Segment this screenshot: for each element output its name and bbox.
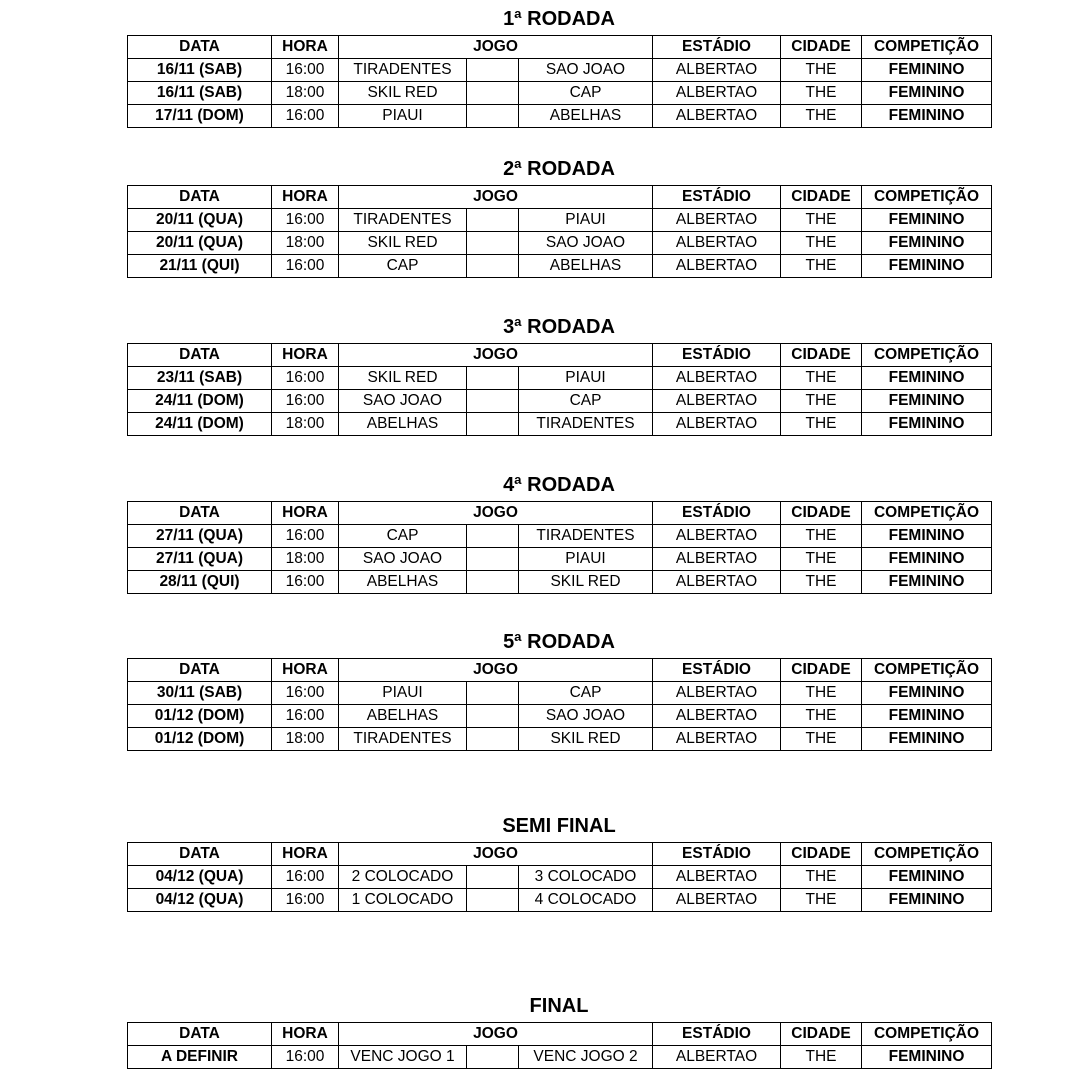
city: THE [781,105,862,128]
table-row [128,866,992,889]
away-team: SAO JOAO [519,59,653,82]
game-date: 20/11 (QUA) [128,232,272,255]
game-date: 28/11 (QUI) [128,571,272,594]
game-date: 17/11 (DOM) [128,105,272,128]
round-title: 2ª RODADA [503,158,615,180]
header-estadio: ESTÁDIO [653,186,781,209]
city: THE [781,866,862,889]
competition: FEMININO [862,705,992,728]
city: THE [781,82,862,105]
city: THE [781,232,862,255]
table-row [128,209,992,232]
city: THE [781,367,862,390]
city: THE [781,728,862,751]
competition: FEMININO [862,728,992,751]
competition: FEMININO [862,1046,992,1069]
table-row [128,571,992,594]
header-data: DATA [128,659,272,682]
schedule-table [127,1022,992,1069]
table-row [128,82,992,105]
header-cidade: CIDADE [781,344,862,367]
header-jogo: JOGO [339,502,653,525]
home-team: SKIL RED [339,82,467,105]
game-time: 16:00 [272,390,339,413]
city: THE [781,1046,862,1069]
away-team: VENC JOGO 2 [519,1046,653,1069]
away-team: SKIL RED [519,571,653,594]
table-row [128,232,992,255]
competition: FEMININO [862,367,992,390]
header-cidade: CIDADE [781,186,862,209]
game-date: 27/11 (QUA) [128,548,272,571]
header-jogo: JOGO [339,344,653,367]
table-row [128,59,992,82]
city: THE [781,209,862,232]
away-team: TIRADENTES [519,525,653,548]
game-date: 04/12 (QUA) [128,866,272,889]
home-team: PIAUI [339,682,467,705]
header-competicao: COMPETIÇÃO [862,843,992,866]
versus-spacer [467,866,519,889]
header-hora: HORA [272,659,339,682]
versus-spacer [467,413,519,436]
competition: FEMININO [862,571,992,594]
round-title: SEMI FINAL [502,815,616,837]
game-time: 16:00 [272,105,339,128]
city: THE [781,571,862,594]
schedule-table [127,35,992,128]
versus-spacer [467,525,519,548]
away-team: CAP [519,82,653,105]
home-team: SKIL RED [339,232,467,255]
header-hora: HORA [272,186,339,209]
header-row [128,659,992,682]
versus-spacer [467,889,519,912]
game-date: 30/11 (SAB) [128,682,272,705]
stadium: ALBERTAO [653,1046,781,1069]
competition: FEMININO [862,866,992,889]
round-title: 5ª RODADA [503,631,615,653]
stadium: ALBERTAO [653,59,781,82]
game-time: 18:00 [272,82,339,105]
header-hora: HORA [272,344,339,367]
city: THE [781,889,862,912]
game-date: 16/11 (SAB) [128,82,272,105]
home-team: SAO JOAO [339,548,467,571]
game-time: 18:00 [272,728,339,751]
versus-spacer [467,705,519,728]
game-date: 04/12 (QUA) [128,889,272,912]
versus-spacer [467,728,519,751]
header-cidade: CIDADE [781,1023,862,1046]
header-jogo: JOGO [339,1023,653,1046]
home-team: 1 COLOCADO [339,889,467,912]
header-cidade: CIDADE [781,502,862,525]
away-team: CAP [519,682,653,705]
stadium: ALBERTAO [653,367,781,390]
versus-spacer [467,548,519,571]
competition: FEMININO [862,390,992,413]
header-cidade: CIDADE [781,843,862,866]
stadium: ALBERTAO [653,525,781,548]
header-estadio: ESTÁDIO [653,659,781,682]
competition: FEMININO [862,889,992,912]
versus-spacer [467,232,519,255]
header-jogo: JOGO [339,186,653,209]
game-time: 18:00 [272,548,339,571]
stadium: ALBERTAO [653,866,781,889]
game-date: 01/12 (DOM) [128,705,272,728]
header-hora: HORA [272,843,339,866]
header-row [128,1023,992,1046]
header-estadio: ESTÁDIO [653,843,781,866]
city: THE [781,59,862,82]
stadium: ALBERTAO [653,105,781,128]
schedule-table [127,343,992,436]
game-time: 16:00 [272,571,339,594]
game-date: 21/11 (QUI) [128,255,272,278]
game-date: 23/11 (SAB) [128,367,272,390]
table-row [128,255,992,278]
competition: FEMININO [862,232,992,255]
city: THE [781,682,862,705]
versus-spacer [467,682,519,705]
stadium: ALBERTAO [653,82,781,105]
game-date: 24/11 (DOM) [128,390,272,413]
game-date: 27/11 (QUA) [128,525,272,548]
round-title: 4ª RODADA [503,474,615,496]
home-team: CAP [339,255,467,278]
home-team: ABELHAS [339,413,467,436]
game-time: 16:00 [272,705,339,728]
home-team: ABELHAS [339,705,467,728]
game-date: 24/11 (DOM) [128,413,272,436]
header-row [128,186,992,209]
header-data: DATA [128,36,272,59]
home-team: SAO JOAO [339,390,467,413]
header-cidade: CIDADE [781,659,862,682]
competition: FEMININO [862,682,992,705]
header-competicao: COMPETIÇÃO [862,344,992,367]
away-team: SKIL RED [519,728,653,751]
header-data: DATA [128,502,272,525]
away-team: 3 COLOCADO [519,866,653,889]
table-row [128,413,992,436]
away-team: TIRADENTES [519,413,653,436]
table-row [128,682,992,705]
stadium: ALBERTAO [653,571,781,594]
game-time: 16:00 [272,682,339,705]
header-data: DATA [128,843,272,866]
game-time: 18:00 [272,413,339,436]
competition: FEMININO [862,548,992,571]
game-time: 16:00 [272,1046,339,1069]
city: THE [781,413,862,436]
header-data: DATA [128,344,272,367]
away-team: PIAUI [519,209,653,232]
game-time: 18:00 [272,232,339,255]
header-jogo: JOGO [339,843,653,866]
versus-spacer [467,367,519,390]
home-team: 2 COLOCADO [339,866,467,889]
competition: FEMININO [862,255,992,278]
header-estadio: ESTÁDIO [653,36,781,59]
versus-spacer [467,59,519,82]
header-estadio: ESTÁDIO [653,344,781,367]
home-team: TIRADENTES [339,59,467,82]
game-date: 20/11 (QUA) [128,209,272,232]
header-estadio: ESTÁDIO [653,1023,781,1046]
header-row [128,502,992,525]
city: THE [781,548,862,571]
game-time: 16:00 [272,59,339,82]
header-jogo: JOGO [339,659,653,682]
header-estadio: ESTÁDIO [653,502,781,525]
away-team: SAO JOAO [519,705,653,728]
city: THE [781,390,862,413]
versus-spacer [467,1046,519,1069]
away-team: CAP [519,390,653,413]
stadium: ALBERTAO [653,548,781,571]
header-competicao: COMPETIÇÃO [862,502,992,525]
competition: FEMININO [862,105,992,128]
competition: FEMININO [862,209,992,232]
competition: FEMININO [862,413,992,436]
game-time: 16:00 [272,367,339,390]
header-competicao: COMPETIÇÃO [862,1023,992,1046]
versus-spacer [467,209,519,232]
round-title: 1ª RODADA [503,8,615,30]
table-row [128,525,992,548]
header-row [128,843,992,866]
stadium: ALBERTAO [653,728,781,751]
schedule-table [127,842,992,912]
competition: FEMININO [862,82,992,105]
game-time: 16:00 [272,525,339,548]
table-row [128,105,992,128]
stadium: ALBERTAO [653,705,781,728]
game-date: A DEFINIR [128,1046,272,1069]
stadium: ALBERTAO [653,209,781,232]
game-date: 01/12 (DOM) [128,728,272,751]
away-team: 4 COLOCADO [519,889,653,912]
round-title: 3ª RODADA [503,316,615,338]
table-row [128,889,992,912]
stadium: ALBERTAO [653,889,781,912]
away-team: PIAUI [519,548,653,571]
city: THE [781,525,862,548]
header-row [128,36,992,59]
away-team: PIAUI [519,367,653,390]
home-team: SKIL RED [339,367,467,390]
header-hora: HORA [272,36,339,59]
table-row [128,367,992,390]
city: THE [781,255,862,278]
schedule-table [127,501,992,594]
versus-spacer [467,390,519,413]
header-hora: HORA [272,502,339,525]
game-time: 16:00 [272,255,339,278]
header-row [128,344,992,367]
versus-spacer [467,255,519,278]
header-data: DATA [128,186,272,209]
away-team: ABELHAS [519,105,653,128]
header-competicao: COMPETIÇÃO [862,659,992,682]
competition: FEMININO [862,525,992,548]
home-team: ABELHAS [339,571,467,594]
home-team: TIRADENTES [339,728,467,751]
away-team: SAO JOAO [519,232,653,255]
away-team: ABELHAS [519,255,653,278]
game-date: 16/11 (SAB) [128,59,272,82]
versus-spacer [467,105,519,128]
stadium: ALBERTAO [653,682,781,705]
round-title: FINAL [529,995,589,1017]
game-time: 16:00 [272,889,339,912]
game-time: 16:00 [272,866,339,889]
header-competicao: COMPETIÇÃO [862,186,992,209]
schedule-table [127,185,992,278]
game-time: 16:00 [272,209,339,232]
table-row [128,705,992,728]
table-row [128,1046,992,1069]
home-team: CAP [339,525,467,548]
home-team: TIRADENTES [339,209,467,232]
header-cidade: CIDADE [781,36,862,59]
versus-spacer [467,571,519,594]
stadium: ALBERTAO [653,255,781,278]
versus-spacer [467,82,519,105]
table-row [128,548,992,571]
header-jogo: JOGO [339,36,653,59]
schedule-table [127,658,992,751]
table-row [128,728,992,751]
table-row [128,390,992,413]
stadium: ALBERTAO [653,413,781,436]
header-hora: HORA [272,1023,339,1046]
home-team: VENC JOGO 1 [339,1046,467,1069]
home-team: PIAUI [339,105,467,128]
header-competicao: COMPETIÇÃO [862,36,992,59]
stadium: ALBERTAO [653,232,781,255]
stadium: ALBERTAO [653,390,781,413]
competition: FEMININO [862,59,992,82]
header-data: DATA [128,1023,272,1046]
city: THE [781,705,862,728]
